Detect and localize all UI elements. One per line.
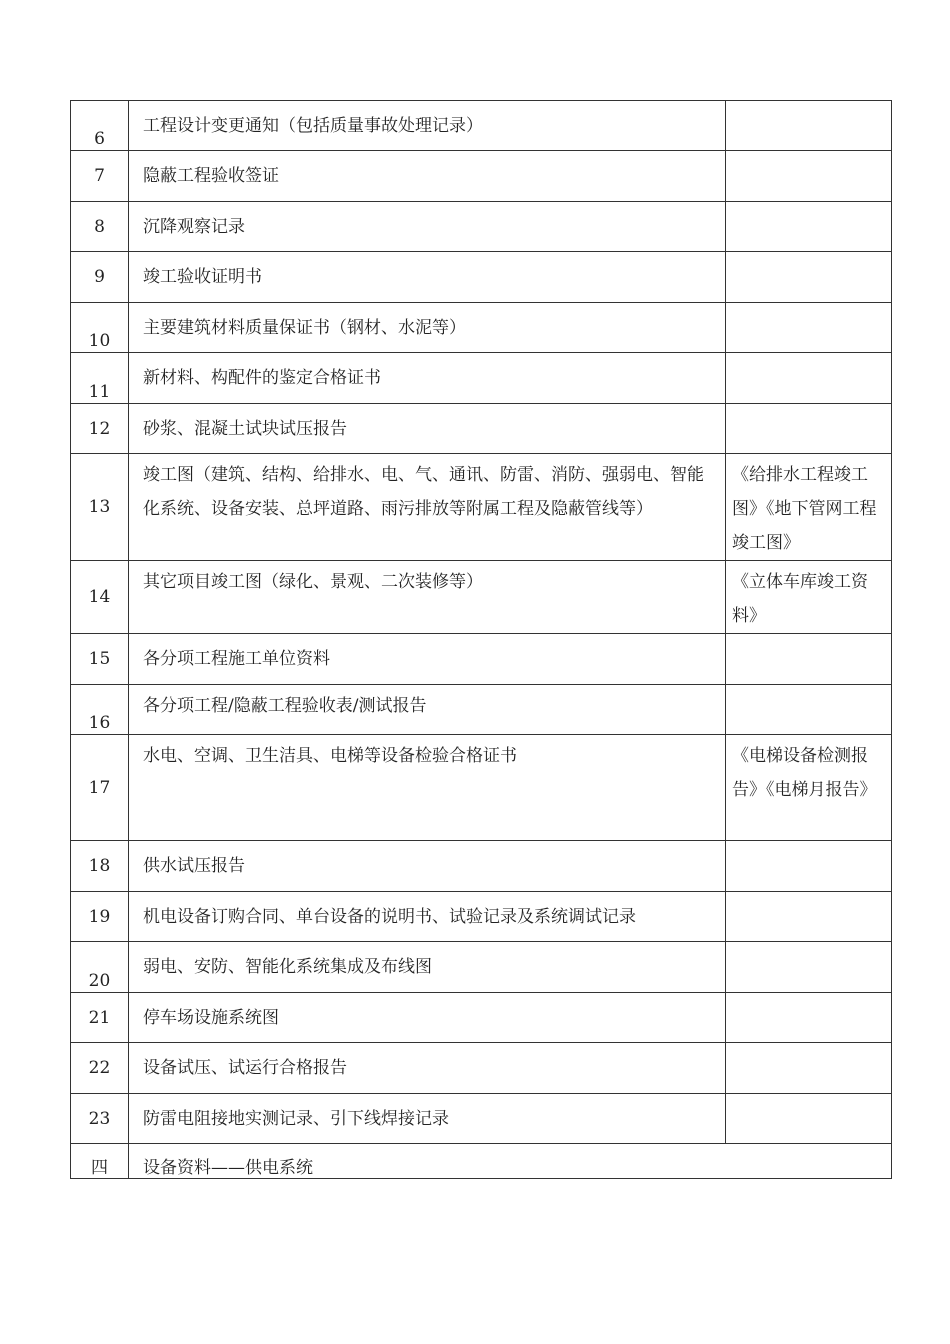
row-note: 《立体车库竣工资料》: [726, 561, 892, 634]
table-row: [71, 942, 892, 993]
row-note: [726, 1043, 892, 1094]
table-row: [71, 735, 892, 841]
row-item: 其它项目竣工图（绿化、景观、二次装修等）: [129, 561, 726, 634]
table-row: [71, 1094, 892, 1144]
row-number: 6: [71, 101, 129, 151]
table-row: [71, 685, 892, 735]
table-row: [71, 892, 892, 942]
table-row: [71, 101, 892, 151]
table-row: [71, 303, 892, 353]
row-number: 19: [71, 892, 129, 942]
row-note: 《给排水工程竣工图》《地下管网工程竣工图》: [726, 454, 892, 561]
row-number: 21: [71, 993, 129, 1043]
table-row: [71, 1043, 892, 1094]
row-number: 13: [71, 454, 129, 561]
row-item: 供水试压报告: [129, 841, 726, 892]
row-number: 20: [71, 942, 129, 993]
row-item: 砂浆、混凝土试块试压报告: [129, 404, 726, 454]
archive-checklist-table: [70, 100, 892, 1179]
row-number: 17: [71, 735, 129, 841]
row-note: [726, 303, 892, 353]
row-item: 主要建筑材料质量保证书（钢材、水泥等）: [129, 303, 726, 353]
row-note: [726, 634, 892, 685]
row-number: 11: [71, 353, 129, 404]
section-title: 设备资料——供电系统: [129, 1144, 892, 1179]
table-row: [71, 841, 892, 892]
row-item: 各分项工程/隐蔽工程验收表/测试报告: [129, 685, 726, 735]
row-note: [726, 841, 892, 892]
row-number: 8: [71, 202, 129, 252]
row-note: [726, 151, 892, 202]
table-row: [71, 151, 892, 202]
row-item: 机电设备订购合同、单台设备的说明书、试验记录及系统调试记录: [129, 892, 726, 942]
row-number: 9: [71, 252, 129, 303]
row-item: 新材料、构配件的鉴定合格证书: [129, 353, 726, 404]
row-number: 18: [71, 841, 129, 892]
row-item: 设备试压、试运行合格报告: [129, 1043, 726, 1094]
table-row: [71, 561, 892, 634]
row-item: 隐蔽工程验收签证: [129, 151, 726, 202]
row-number: 12: [71, 404, 129, 454]
table-row: [71, 353, 892, 404]
row-item: 停车场设施系统图: [129, 993, 726, 1043]
row-item: 沉降观察记录: [129, 202, 726, 252]
row-note: [726, 202, 892, 252]
section-number: 四: [71, 1144, 129, 1179]
table-row: [71, 454, 892, 561]
row-note: [726, 1094, 892, 1144]
row-note: 《电梯设备检测报告》《电梯月报告》: [726, 735, 892, 841]
table-row: [71, 404, 892, 454]
row-item: 水电、空调、卫生洁具、电梯等设备检验合格证书: [129, 735, 726, 841]
row-item: 防雷电阻接地实测记录、引下线焊接记录: [129, 1094, 726, 1144]
row-item: 工程设计变更通知（包括质量事故处理记录）: [129, 101, 726, 151]
row-number: 10: [71, 303, 129, 353]
row-number: 14: [71, 561, 129, 634]
row-note: [726, 892, 892, 942]
table-row: [71, 634, 892, 685]
row-item: 弱电、安防、智能化系统集成及布线图: [129, 942, 726, 993]
row-number: 22: [71, 1043, 129, 1094]
table-row: [71, 993, 892, 1043]
row-note: [726, 252, 892, 303]
row-note: [726, 353, 892, 404]
row-number: 15: [71, 634, 129, 685]
row-note: [726, 685, 892, 735]
row-number: 16: [71, 685, 129, 735]
row-item: 各分项工程施工单位资料: [129, 634, 726, 685]
row-note: [726, 404, 892, 454]
row-note: [726, 101, 892, 151]
row-item: 竣工验收证明书: [129, 252, 726, 303]
row-number: 7: [71, 151, 129, 202]
row-item: 竣工图（建筑、结构、给排水、电、气、通讯、防雷、消防、强弱电、智能化系统、设备安装、总坪道路、雨污排放等附属工程及隐蔽管线等）: [129, 454, 726, 561]
row-note: [726, 942, 892, 993]
table-row: [71, 202, 892, 252]
row-number: 23: [71, 1094, 129, 1144]
section-header-row: [71, 1144, 892, 1179]
table-row: [71, 252, 892, 303]
row-note: [726, 993, 892, 1043]
